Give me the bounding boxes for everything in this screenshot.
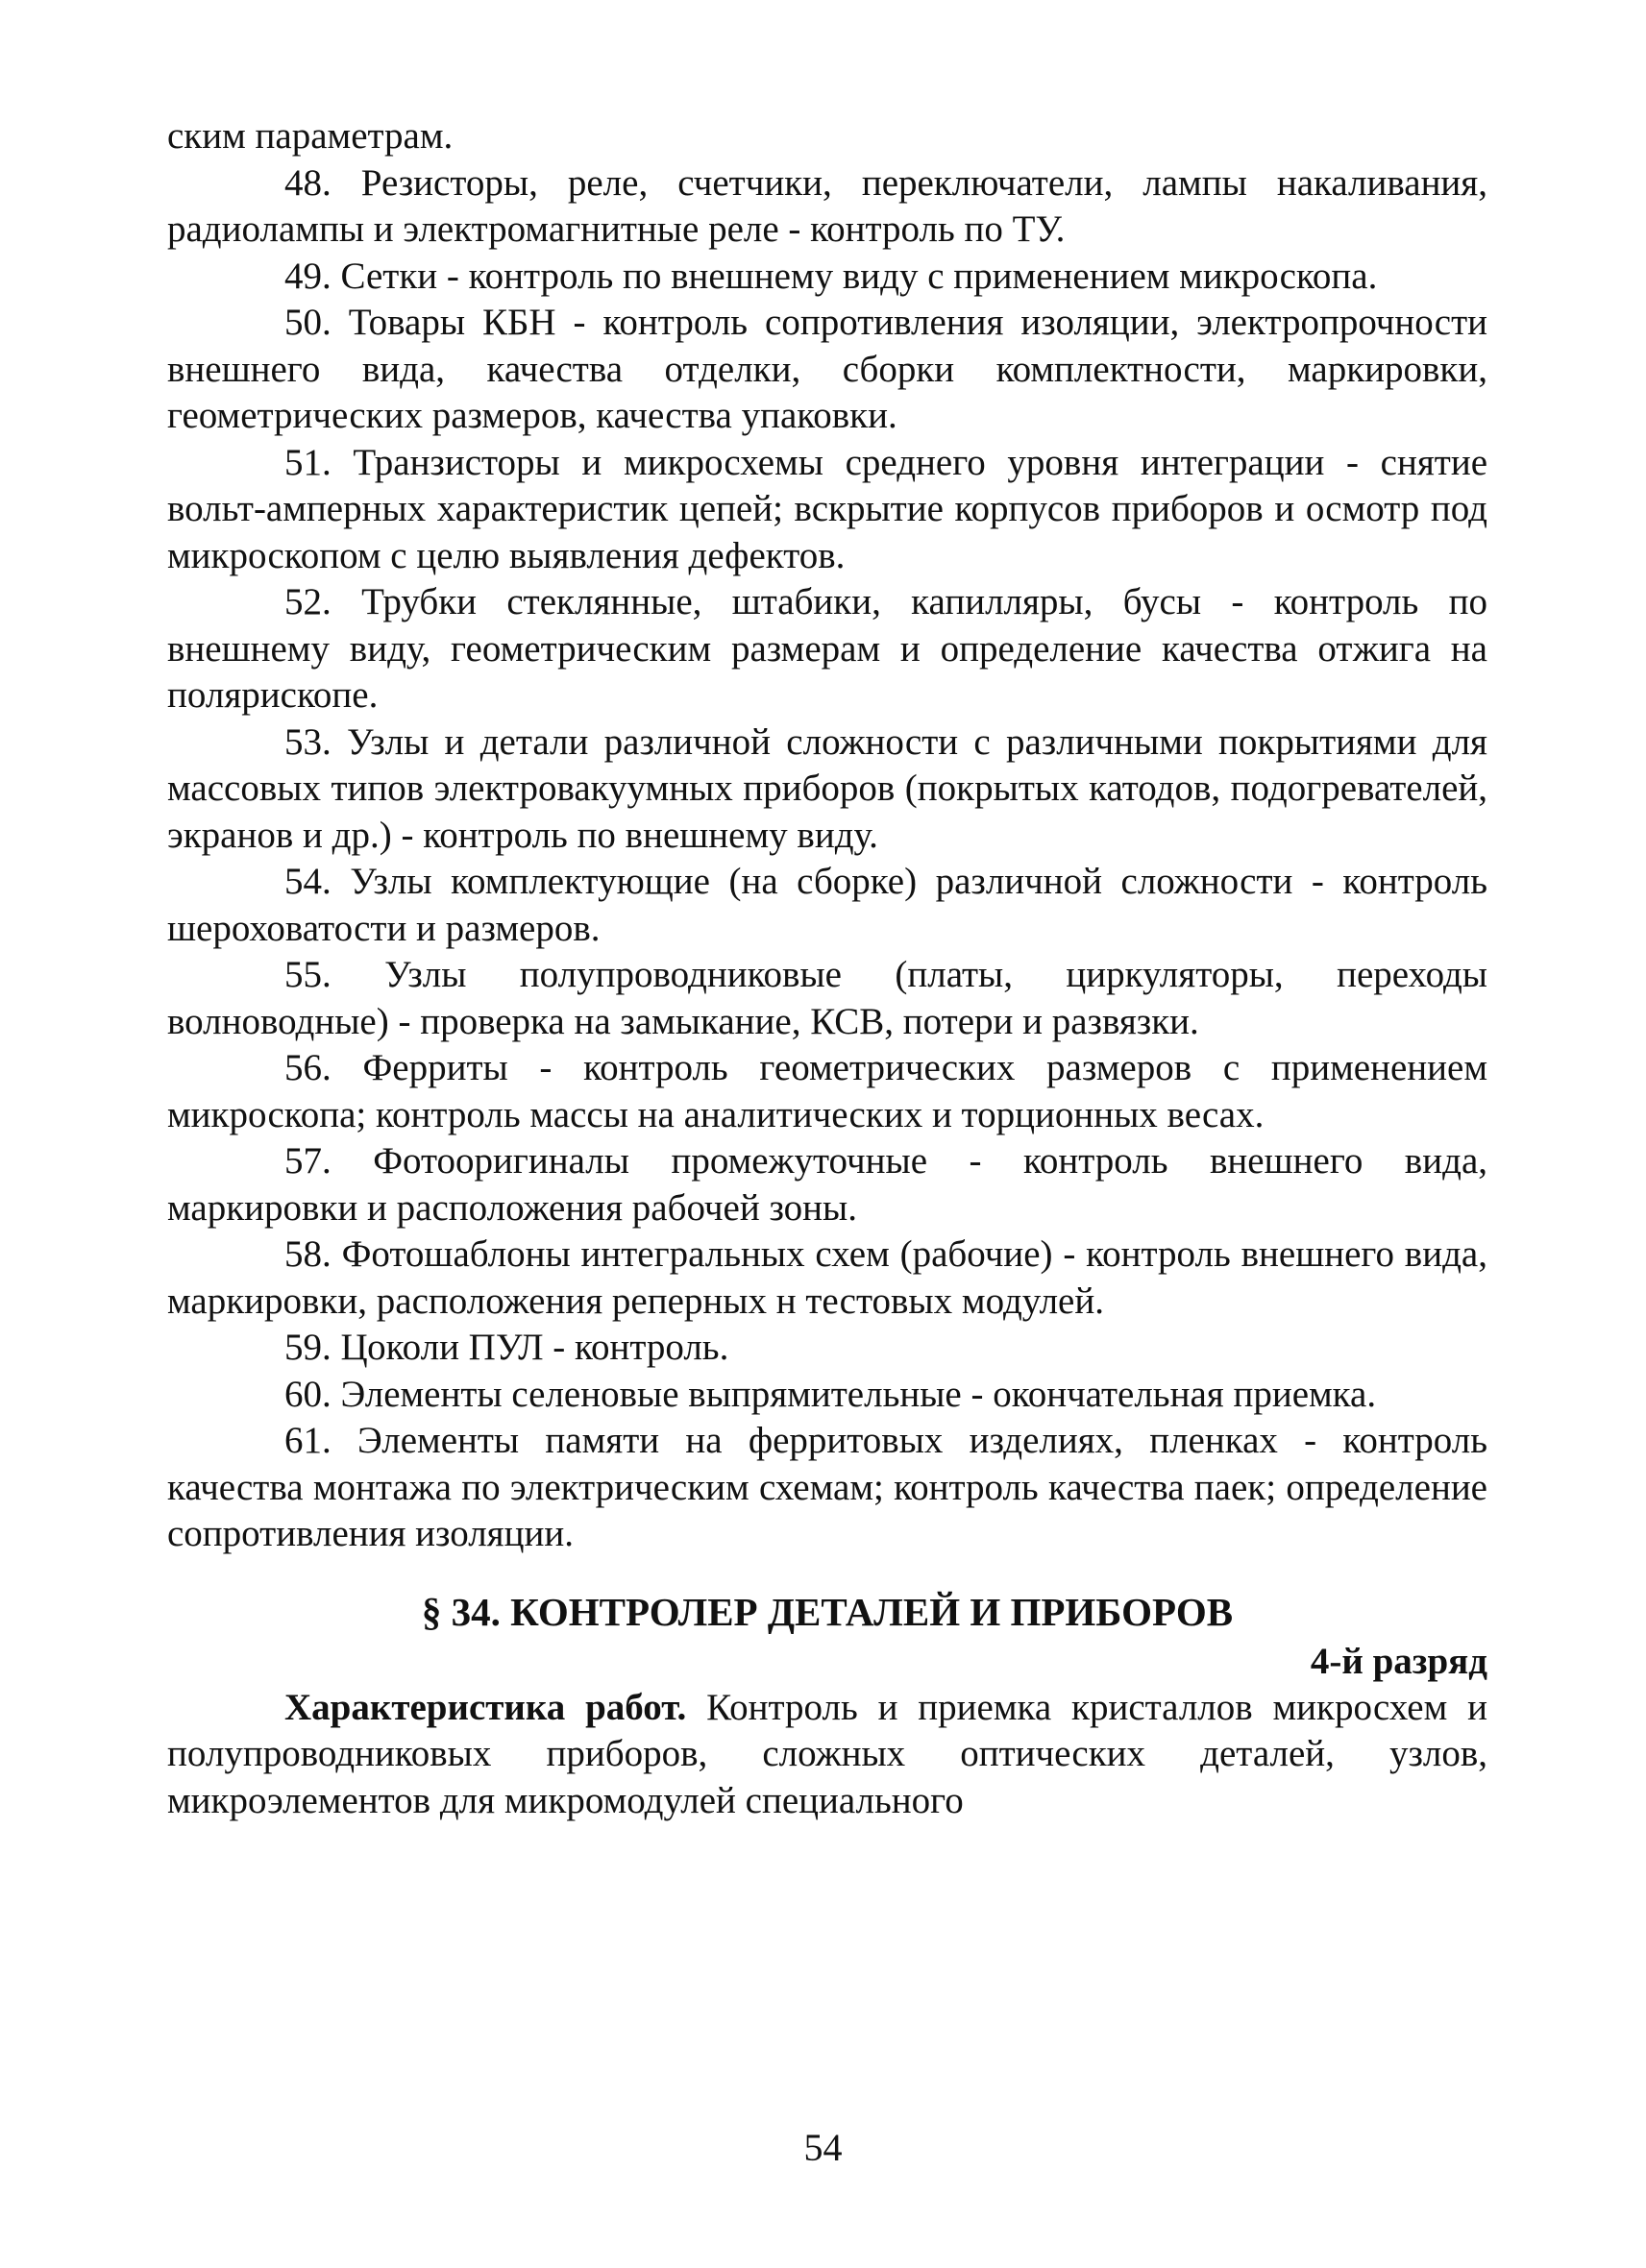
page-body: [167, 113, 1487, 1824]
continuation-text: ским параметрам.: [167, 115, 454, 157]
list-item: 56. Ферриты - контроль геометрических размеров с применением микроскопа; контроль массы на аналитических и торционных весах.: [167, 1047, 1487, 1135]
list-item: 54. Узлы комплектующие (на сборке) различной сложности - контроль шероховатости и размеров.: [167, 861, 1487, 949]
list-item: 51. Транзисторы и микросхемы среднего уровня интеграции - снятие вольт-амперных характеристик цепей; вскрытие корпусов приборов и осмотр под микроскопом с целю выявления дефектов.: [167, 441, 1487, 576]
list-item: 53. Узлы и детали различной сложности с различными покрытиями для массовых типов электровакуумных приборов (покрытых катодов, подогревателей, экранов и др.) - контроль по внешнему виду.: [167, 720, 1487, 856]
page-number: 54: [803, 2126, 843, 2169]
list-item: 52. Трубки стеклянные, штабики, капилляры, бусы - контроль по внешнему виду, геометрическим размерам и определение качества отжига на полярископе.: [167, 581, 1487, 716]
list-item: 49. Сетки - контроль по внешнему виду с применением микроскопа.: [284, 255, 1378, 297]
characteristic-paragraph: [167, 1685, 1487, 1825]
item-list: [167, 160, 1487, 1558]
list-item: 59. Цоколи ПУЛ - контроль.: [284, 1327, 729, 1368]
list-item: 57. Фотооригиналы промежуточные - контроль внешнего вида, маркировки и расположения рабочей зоны.: [167, 1140, 1487, 1229]
list-item: 50. Товары КБН - контроль сопротивления изоляции, электропрочности внешнего вида, качества отделки, сборки комплектности, маркировки, геометрических размеров, качества упаковки.: [167, 302, 1487, 436]
list-item: 55. Узлы полупроводниковые (платы, циркуляторы, переходы волноводные) - проверка на замыкание, КСВ, потери и развязки.: [167, 954, 1487, 1042]
list-item: 48. Резисторы, реле, счетчики, переключатели, лампы накаливания, радиолампы и электромагнитные реле - контроль по ТУ.: [167, 161, 1487, 250]
section-heading: § 34. КОНТРОЛЕР ДЕТАЛЕЙ И ПРИБОРОВ: [421, 1589, 1234, 1634]
list-item: 58. Фотошаблоны интегральных схем (рабочие) - контроль внешнего вида, маркировки, расположения реперных н тестовых модулей.: [167, 1233, 1487, 1322]
characteristic-label: Характеристика работ.: [284, 1686, 687, 1728]
list-item: 60. Элементы селеновые выпрямительные - окончательная приемка.: [284, 1373, 1377, 1415]
characteristic-text: Контроль и приемка кристаллов микросхем и полупроводниковых приборов, сложных оптических деталей, узлов, микроэлементов для микромодулей специального: [167, 1686, 1487, 1821]
grade-label: 4-й разряд: [1310, 1640, 1487, 1682]
list-item: 61. Элементы памяти на ферритовых изделиях, пленках - контроль качества монтажа по электрическим схемам; контроль качества паек; определение сопротивления изоляции.: [167, 1420, 1487, 1554]
